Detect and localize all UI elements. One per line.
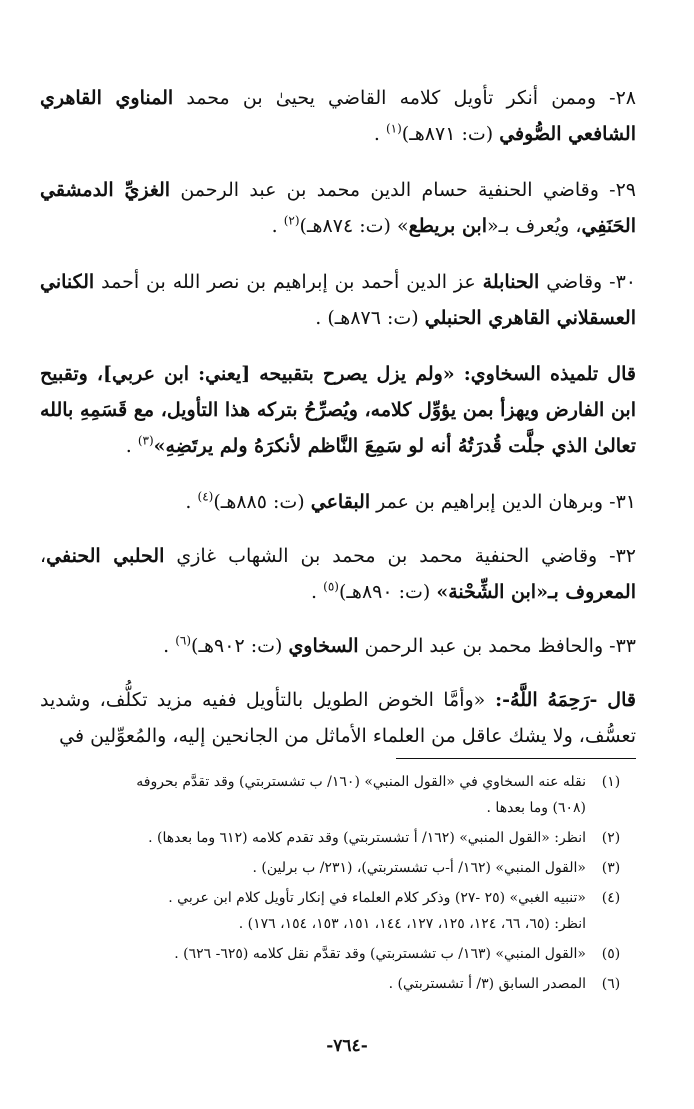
footnote-separator [396, 758, 636, 759]
footnote-line: «القول المنبي» (١٦٣/ ب تشستربتي) وقد تقدَّم نقل كلامه (٦٢٥- ٦٢٦) . [174, 946, 586, 962]
footnote-ref-3[interactable]: (٣) [137, 433, 154, 448]
entry-33-name: السخاوي [288, 635, 359, 657]
footnote-number: (٥) [601, 946, 621, 962]
entry-32-lead: ٣٢- وقاضي الحنفية محمد بن محمد بن الشهاب غازي [164, 545, 636, 567]
footnote-text [40, 885, 586, 937]
entry-28 [40, 80, 636, 152]
page-number: -٧٦٤- [326, 1036, 368, 1056]
quote-tawil [40, 682, 636, 754]
footnote-3 [40, 855, 636, 881]
footnote-number: (١) [601, 774, 621, 790]
main-text [40, 80, 636, 754]
entry-29-date: » (ت: ٨٧٤هـ) [299, 215, 409, 237]
entry-32-end: . [311, 581, 324, 603]
quote-sakhawi-end: . [125, 435, 138, 457]
entry-33-date: (ت: ٩٠٢هـ) [191, 635, 289, 657]
quote-sakhawi-intro: قال تلميذه السخاوي: [454, 363, 636, 385]
entry-31-date: (ت: ٨٨٥هـ) [213, 491, 311, 513]
entry-29-mid: ، ويُعرف بـ« [486, 215, 582, 237]
entry-32 [40, 538, 636, 610]
entry-29-lead: ٢٩- وقاضي الحنفية حسام الدين محمد بن عبد الرحمن [170, 179, 636, 201]
footnote-ref-5[interactable]: (٥) [323, 579, 339, 594]
entry-28-name: المناوي القاهري الشافعي الصُّوفي [40, 87, 636, 145]
footnote-5 [40, 941, 636, 967]
entry-28-date: (ت: ٨٧١هـ) [401, 123, 500, 145]
entry-30-name2: الكناني العسقلاني القاهري الحنبلي [40, 271, 636, 329]
footnote-line: انظر: (٦٥، ٦٦، ١٢٤، ١٢٥، ١٢٧، ١٤٤، ١٥١، ١٥٣، ١٥٤، ١٧٦) . [238, 916, 586, 932]
quote-tawil-body: «وأمَّا الخوض الطويل بالتأويل ففيه مزيد تكلُّف، وشديد تعسُّف، ولا يشك عاقل من العلماء الأماثل من الجانحين إليه، والمُعوِّلين في [40, 689, 636, 747]
entry-30 [40, 264, 636, 336]
entry-28-end: . [373, 123, 386, 145]
footnote-2 [40, 825, 636, 851]
entry-33-lead: ٣٣- والحافظ محمد بن عبد الرحمن [358, 635, 636, 657]
footnotes [40, 769, 636, 997]
footnote-number: (٦) [601, 976, 621, 992]
footnote-line: (٦٠٨) وما بعدها . [486, 800, 586, 816]
footnote-number: (٤) [601, 890, 621, 906]
footnote-line: المصدر السابق (٣/ أ تشستربتي) . [388, 976, 586, 992]
footnote-line: «تنبيه الغبي» (٢٥ -٢٧) وذكر كلام العلماء في إنكار تأويل كلام ابن عربي . [168, 890, 586, 906]
footnote-text [40, 855, 586, 881]
entry-29-name: الغزيِّ الدمشقي الحَنَفِي [40, 179, 636, 237]
footnote-text [40, 769, 586, 821]
footnote-text [40, 971, 586, 997]
footnote-number: (٣) [601, 860, 621, 876]
quote-sakhawi [40, 356, 636, 464]
entry-30-lead: ٣٠- وقاضي [539, 271, 636, 293]
footnote-line: «القول المنبي» (١٦٢/ أ-ب تشستربتي)، (٢٣١/ ب برلين) . [252, 860, 586, 876]
entry-32-mid: ، [40, 545, 47, 567]
entry-31-name: البقاعي [310, 491, 371, 513]
entry-30-date: (ت: ٨٧٦هـ) . [315, 307, 425, 329]
footnote-6 [40, 971, 636, 997]
entry-32-date: (ت: ٨٩٠هـ) [338, 581, 437, 603]
footnote-ref-6[interactable]: (٦) [175, 633, 192, 648]
footnote-ref-2[interactable]: (٢) [283, 213, 300, 228]
entry-31-lead: ٣١- وبرهان الدين إبراهيم بن عمر [370, 491, 636, 513]
footnote-text [40, 941, 586, 967]
entry-29 [40, 172, 636, 244]
quote-sakhawi-body: «ولم يزل يصرح بتقبيحه [يعني: ابن عربي]، وتقبيح ابن الفارض ويهزأ بمن يؤوِّل كلامه، ويُصرِّحُ بتركه هذا التأويل، مع قَسَمِهِ بالله تعالىٰ الذي جلَّت قُدرَتُهُ أنه لو سَمِعَ النَّاظم لأنكرَهُ ولم يرتَضِهِ» [40, 363, 636, 457]
entry-32-name: الحلبي الحنفي [46, 545, 165, 567]
entry-29-end: . [271, 215, 284, 237]
entry-31 [40, 484, 636, 520]
entry-33-end: . [163, 635, 176, 657]
entry-30-name1: الحنابلة [482, 271, 540, 293]
footnote-text [40, 825, 586, 851]
footnote-4 [40, 885, 636, 937]
entry-28-lead: ٢٨- وممن أنكر تأويل كلامه القاضي يحيىٰ بن محمد [173, 87, 636, 109]
footnote-line: نقله عنه السخاوي في «القول المنبي» (١٦٠/ ب تشستربتي) وقد تقدَّم بحروفه [136, 774, 586, 790]
footnote-1 [40, 769, 636, 821]
entry-30-mid: عز الدين أحمد بن إبراهيم بن نصر الله بن أحمد [94, 271, 483, 293]
footnote-ref-1[interactable]: (١) [385, 121, 402, 136]
footnote-number: (٢) [601, 830, 621, 846]
footnote-ref-4[interactable]: (٤) [197, 489, 214, 504]
entry-33 [40, 628, 636, 664]
footnote-line: انظر: «القول المنبي» (١٦٢/ أ تشستربتي) وقد تقدم كلامه (٦١٢ وما بعدها) . [148, 830, 586, 846]
entry-32-alias: المعروف بـ«ابن الشِّحْنة» [436, 581, 636, 603]
entry-31-end: . [185, 491, 198, 513]
entry-29-alias: ابن بريطع [408, 215, 487, 237]
quote-tawil-intro: قال -رَحِمَهُ اللَّهُ-: [485, 689, 636, 711]
